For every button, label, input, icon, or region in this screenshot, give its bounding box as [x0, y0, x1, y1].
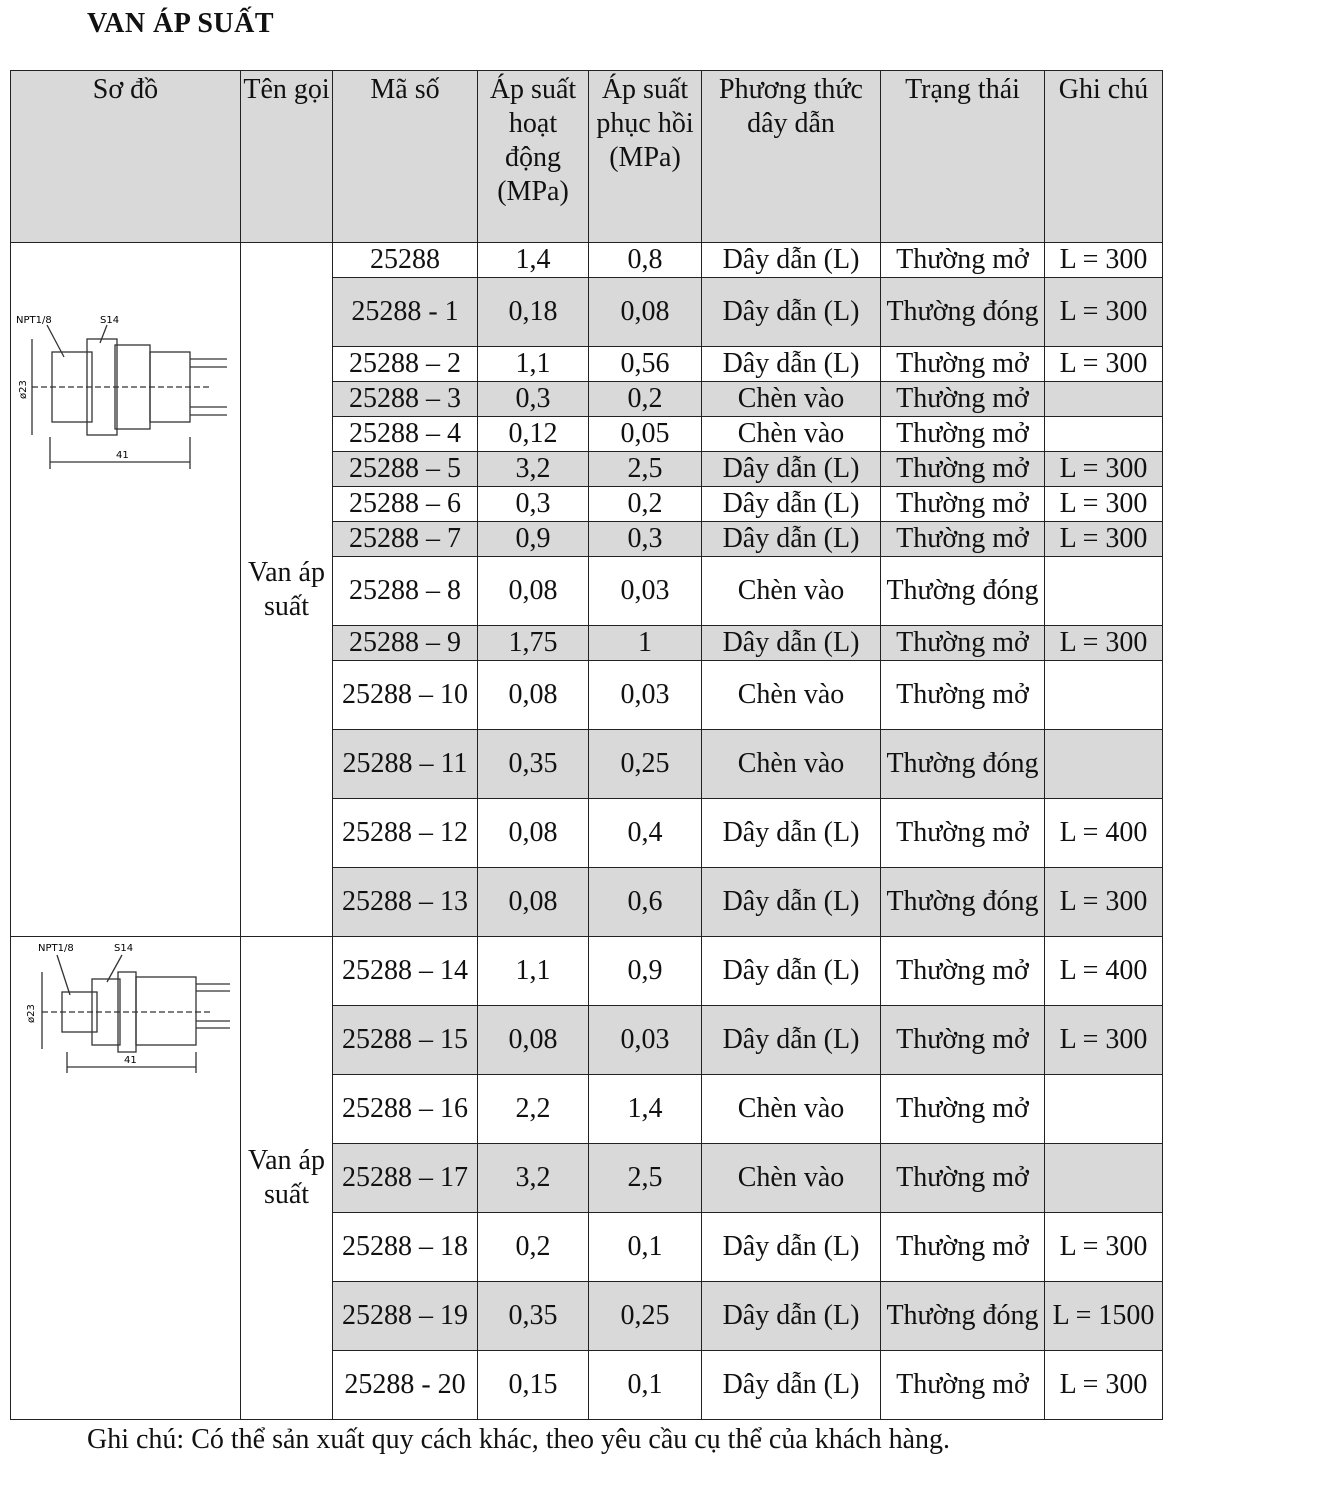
code-cell: 25288 – 16 [333, 1075, 478, 1144]
note-cell [1045, 417, 1163, 452]
code-cell: 25288 – 12 [333, 799, 478, 868]
wiring-method-cell: Dây dẫn (L) [702, 1351, 881, 1420]
operating-pressure-cell: 1,1 [478, 347, 589, 382]
wiring-method-cell: Chèn vào [702, 382, 881, 417]
diagram-cell [11, 243, 241, 937]
length-label: 41 [123, 1055, 137, 1066]
recovery-pressure-cell: 0,3 [589, 522, 702, 557]
recovery-pressure-cell: 0,25 [589, 1282, 702, 1351]
thread-label: NPT1/8 [37, 943, 74, 954]
wiring-method-cell: Chèn vào [702, 730, 881, 799]
code-cell: 25288 – 2 [333, 347, 478, 382]
operating-pressure-cell: 0,9 [478, 522, 589, 557]
valve-diagram-2 [12, 937, 240, 1077]
state-cell: Thường mở [881, 522, 1045, 557]
recovery-pressure-cell: 2,5 [589, 1144, 702, 1213]
valve-diagram-1 [12, 247, 240, 507]
note-cell: L = 300 [1045, 1006, 1163, 1075]
recovery-pressure-cell: 0,03 [589, 1006, 702, 1075]
state-cell: Thường đóng [881, 868, 1045, 937]
state-cell: Thường mở [881, 1006, 1045, 1075]
diameter-label: ø23 [25, 1004, 37, 1023]
wiring-method-cell: Dây dẫn (L) [702, 452, 881, 487]
table-row [11, 937, 1163, 1006]
note-cell: L = 300 [1045, 278, 1163, 347]
wiring-method-cell: Dây dẫn (L) [702, 278, 881, 347]
wiring-method-cell: Dây dẫn (L) [702, 1213, 881, 1282]
state-cell: Thường mở [881, 1351, 1045, 1420]
note-cell [1045, 661, 1163, 730]
recovery-pressure-cell: 0,03 [589, 557, 702, 626]
operating-pressure-cell: 1,4 [478, 243, 589, 278]
note-cell: L = 300 [1045, 452, 1163, 487]
state-cell: Thường mở [881, 347, 1045, 382]
recovery-pressure-cell: 0,1 [589, 1351, 702, 1420]
state-cell: Thường mở [881, 417, 1045, 452]
state-cell: Thường đóng [881, 557, 1045, 626]
wiring-method-cell: Chèn vào [702, 1144, 881, 1213]
wiring-method-cell: Dây dẫn (L) [702, 1006, 881, 1075]
note-cell [1045, 1144, 1163, 1213]
state-cell: Thường mở [881, 487, 1045, 522]
operating-pressure-cell: 0,3 [478, 382, 589, 417]
state-cell: Thường mở [881, 243, 1045, 278]
operating-pressure-cell: 3,2 [478, 452, 589, 487]
recovery-pressure-cell: 0,05 [589, 417, 702, 452]
code-cell: 25288 – 14 [333, 937, 478, 1006]
recovery-pressure-cell: 0,9 [589, 937, 702, 1006]
recovery-pressure-cell: 0,08 [589, 278, 702, 347]
wiring-method-cell: Chèn vào [702, 661, 881, 730]
state-cell: Thường mở [881, 1075, 1045, 1144]
wiring-method-cell: Chèn vào [702, 1075, 881, 1144]
col-header-trang-thai: Trạng thái [881, 71, 1045, 243]
operating-pressure-cell: 0,35 [478, 730, 589, 799]
note-cell [1045, 730, 1163, 799]
operating-pressure-cell: 3,2 [478, 1144, 589, 1213]
recovery-pressure-cell: 0,1 [589, 1213, 702, 1282]
operating-pressure-cell: 0,2 [478, 1213, 589, 1282]
recovery-pressure-cell: 0,4 [589, 799, 702, 868]
code-cell: 25288 – 10 [333, 661, 478, 730]
operating-pressure-cell: 0,35 [478, 1282, 589, 1351]
state-cell: Thường mở [881, 452, 1045, 487]
note-cell: L = 300 [1045, 1213, 1163, 1282]
recovery-pressure-cell: 0,2 [589, 487, 702, 522]
hex-label: S14 [99, 315, 119, 326]
wiring-method-cell: Dây dẫn (L) [702, 799, 881, 868]
note-cell: L = 300 [1045, 1351, 1163, 1420]
note-cell: L = 300 [1045, 626, 1163, 661]
operating-pressure-cell: 0,08 [478, 799, 589, 868]
recovery-pressure-cell: 0,6 [589, 868, 702, 937]
note-cell [1045, 1075, 1163, 1144]
code-cell: 25288 – 6 [333, 487, 478, 522]
wiring-method-cell: Dây dẫn (L) [702, 522, 881, 557]
length-label: 41 [115, 450, 129, 461]
operating-pressure-cell: 0,3 [478, 487, 589, 522]
wiring-method-cell: Dây dẫn (L) [702, 347, 881, 382]
state-cell: Thường mở [881, 626, 1045, 661]
note-cell: L = 1500 [1045, 1282, 1163, 1351]
recovery-pressure-cell: 1,4 [589, 1075, 702, 1144]
operating-pressure-cell: 0,08 [478, 868, 589, 937]
recovery-pressure-cell: 0,56 [589, 347, 702, 382]
state-cell: Thường mở [881, 1213, 1045, 1282]
code-cell: 25288 – 5 [333, 452, 478, 487]
diameter-label: ø23 [17, 380, 29, 399]
thread-label: NPT1/8 [15, 315, 52, 326]
wiring-method-cell: Dây dẫn (L) [702, 626, 881, 661]
state-cell: Thường mở [881, 1144, 1045, 1213]
hex-label: S14 [113, 943, 133, 954]
operating-pressure-cell: 0,08 [478, 1006, 589, 1075]
note-cell: L = 400 [1045, 937, 1163, 1006]
code-cell: 25288 – 19 [333, 1282, 478, 1351]
state-cell: Thường đóng [881, 730, 1045, 799]
col-header-so-do: Sơ đồ [11, 71, 241, 243]
footnote: Ghi chú: Có thể sản xuất quy cách khác, theo yêu cầu cụ thể của khách hàng. [87, 1424, 951, 1455]
note-cell: L = 400 [1045, 799, 1163, 868]
wiring-method-cell: Chèn vào [702, 417, 881, 452]
code-cell: 25288 - 20 [333, 1351, 478, 1420]
code-cell: 25288 – 4 [333, 417, 478, 452]
note-cell: L = 300 [1045, 487, 1163, 522]
operating-pressure-cell: 0,08 [478, 557, 589, 626]
state-cell: Thường đóng [881, 1282, 1045, 1351]
code-cell: 25288 – 3 [333, 382, 478, 417]
code-cell: 25288 - 1 [333, 278, 478, 347]
note-cell: L = 300 [1045, 243, 1163, 278]
code-cell: 25288 – 18 [333, 1213, 478, 1282]
code-cell: 25288 – 7 [333, 522, 478, 557]
valve-spec-table [10, 70, 1163, 1420]
wiring-method-cell: Dây dẫn (L) [702, 1282, 881, 1351]
wiring-method-cell: Chèn vào [702, 557, 881, 626]
wiring-method-cell: Dây dẫn (L) [702, 487, 881, 522]
code-cell: 25288 [333, 243, 478, 278]
note-cell [1045, 382, 1163, 417]
col-header-ghi-chu: Ghi chú [1045, 71, 1163, 243]
wiring-method-cell: Dây dẫn (L) [702, 868, 881, 937]
note-cell: L = 300 [1045, 522, 1163, 557]
table-row [11, 243, 1163, 278]
code-cell: 25288 – 11 [333, 730, 478, 799]
wiring-method-cell: Dây dẫn (L) [702, 937, 881, 1006]
note-cell [1045, 557, 1163, 626]
recovery-pressure-cell: 0,8 [589, 243, 702, 278]
state-cell: Thường mở [881, 382, 1045, 417]
state-cell: Thường mở [881, 661, 1045, 730]
operating-pressure-cell: 0,15 [478, 1351, 589, 1420]
recovery-pressure-cell: 2,5 [589, 452, 702, 487]
col-header-ma-so: Mã số [333, 71, 478, 243]
recovery-pressure-cell: 0,2 [589, 382, 702, 417]
state-cell: Thường mở [881, 799, 1045, 868]
col-header-ap-suat-phuc-hoi: Áp suất phục hồi (MPa) [589, 71, 702, 243]
code-cell: 25288 – 15 [333, 1006, 478, 1075]
col-header-phuong-thuc: Phương thức dây dẫn [702, 71, 881, 243]
code-cell: 25288 – 17 [333, 1144, 478, 1213]
col-header-ap-suat-hoat-dong: Áp suất hoạt động (MPa) [478, 71, 589, 243]
code-cell: 25288 – 13 [333, 868, 478, 937]
code-cell: 25288 – 9 [333, 626, 478, 661]
operating-pressure-cell: 0,18 [478, 278, 589, 347]
valve-name: Van áp suất [241, 937, 333, 1420]
state-cell: Thường mở [881, 937, 1045, 1006]
recovery-pressure-cell: 0,25 [589, 730, 702, 799]
recovery-pressure-cell: 0,03 [589, 661, 702, 730]
col-header-ten-goi: Tên gọi [241, 71, 333, 243]
note-cell: L = 300 [1045, 347, 1163, 382]
operating-pressure-cell: 1,75 [478, 626, 589, 661]
valve-name: Van áp suất [241, 243, 333, 937]
operating-pressure-cell: 2,2 [478, 1075, 589, 1144]
recovery-pressure-cell: 1 [589, 626, 702, 661]
code-cell: 25288 – 8 [333, 557, 478, 626]
page-title: VAN ÁP SUẤT [87, 8, 275, 39]
state-cell: Thường đóng [881, 278, 1045, 347]
header-row [11, 71, 1163, 243]
note-cell: L = 300 [1045, 868, 1163, 937]
diagram-cell [11, 937, 241, 1420]
wiring-method-cell: Dây dẫn (L) [702, 243, 881, 278]
operating-pressure-cell: 0,12 [478, 417, 589, 452]
operating-pressure-cell: 1,1 [478, 937, 589, 1006]
operating-pressure-cell: 0,08 [478, 661, 589, 730]
